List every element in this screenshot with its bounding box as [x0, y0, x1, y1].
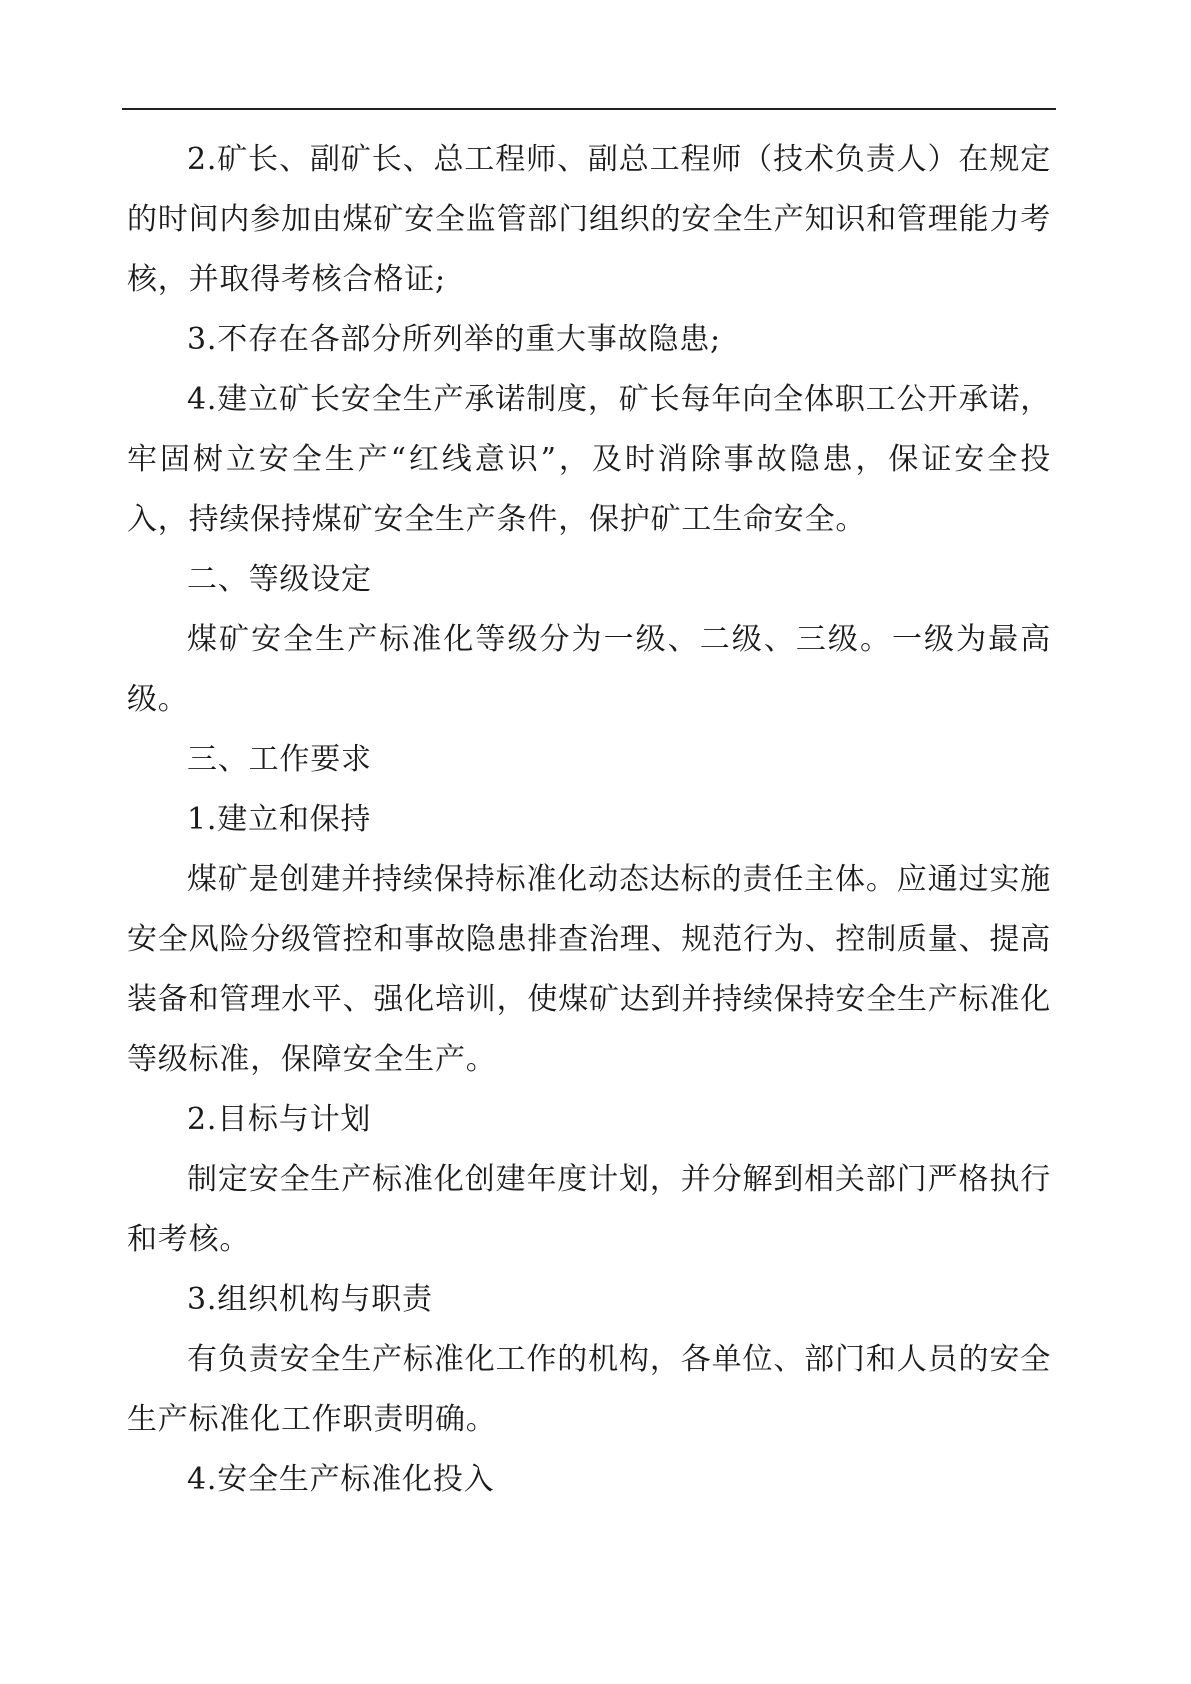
paragraph-grade-levels: 煤矿安全生产标准化等级分为一级、二级、三级。一级为最高级。: [127, 622, 1051, 717]
page-body: [127, 130, 1051, 1510]
subheading-goals-plan: 2.目标与计划: [187, 1102, 372, 1137]
section-heading-grade-setting: 二、等级设定: [187, 562, 372, 597]
section-heading-work-requirements: 三、工作要求: [187, 742, 372, 777]
subheading-standardization-investment: 4.安全生产标准化投入: [187, 1462, 495, 1497]
paragraph-organization-duties: 有负责安全生产标准化工作的机构，各单位、部门和人员的安全生产标准化工作职责明确。: [127, 1342, 1051, 1437]
paragraph-requirement-3: 3.不存在各部分所列举的重大事故隐患;: [187, 322, 721, 357]
paragraph-goals-plan: 制定安全生产标准化创建年度计划，并分解到相关部门严格执行和考核。: [127, 1162, 1051, 1257]
subheading-organization-duties: 3.组织机构与职责: [187, 1282, 433, 1317]
subheading-establish-maintain: 1.建立和保持: [187, 802, 372, 837]
paragraph-establish-maintain: 煤矿是创建并持续保持标准化动态达标的责任主体。应通过实施安全风险分级管控和事故隐患排查治理、规范行为、控制质量、提高装备和管理水平、强化培训，使煤矿达到并持续保持安全生产标准化等级标准，保障安全生产。: [127, 862, 1051, 1077]
paragraph-requirement-4: 4.建立矿长安全生产承诺制度，矿长每年向全体职工公开承诺，牢固树立安全生产“红线意识”，及时消除事故隐患，保证安全投入，持续保持煤矿安全生产条件，保护矿工生命安全。: [127, 382, 1051, 537]
header-rule: [122, 108, 1056, 110]
paragraph-requirement-2: 2.矿长、副矿长、总工程师、副总工程师（技术负责人）在规定的时间内参加由煤矿安全监管部门组织的安全生产知识和管理能力考核，并取得考核合格证;: [127, 142, 1051, 297]
